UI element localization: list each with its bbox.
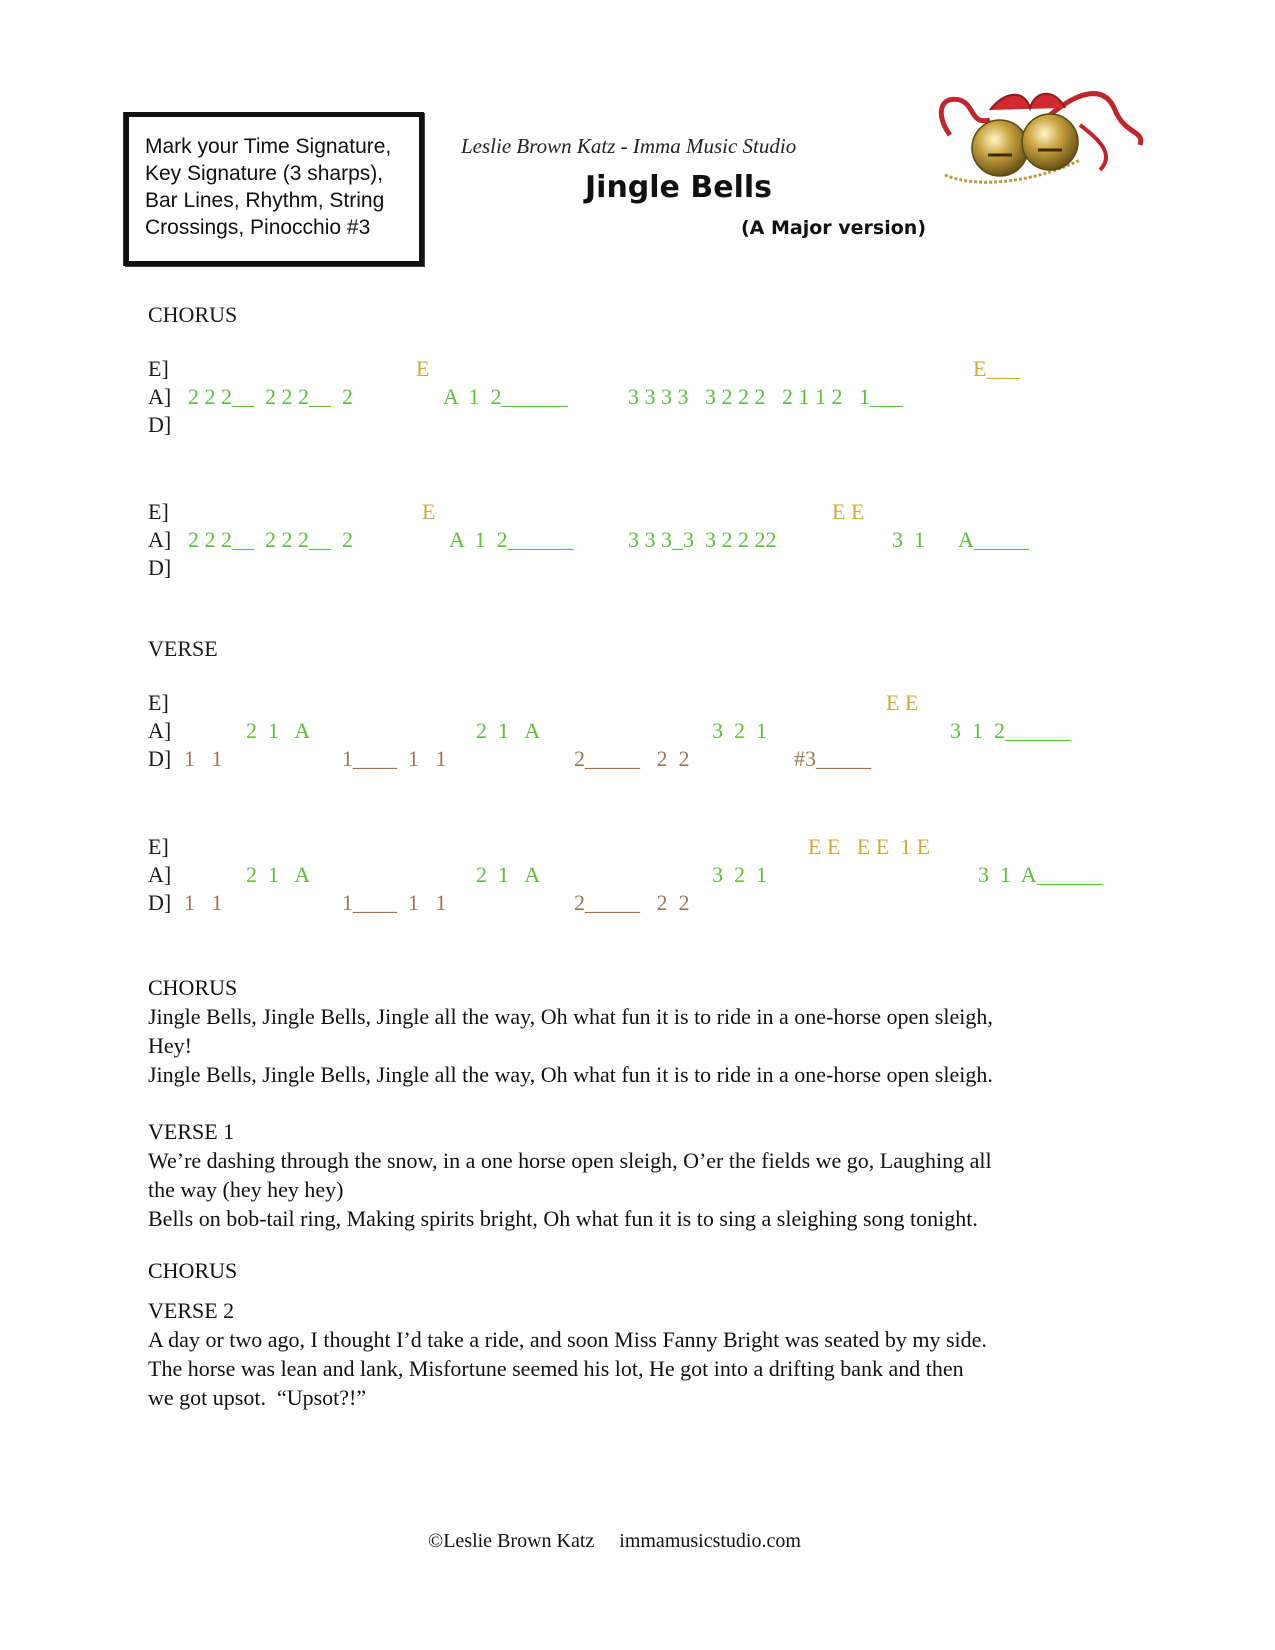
a-string-notes: 2 2 2__ 2 2 2__ 2 [188,527,353,552]
lyrics-verse2-label: VERSE 2 [148,1298,235,1323]
d-string-notes: #3_____ [794,746,871,771]
string-label-a: A] [148,527,172,552]
a-string-notes: A 1 2______ [443,384,568,409]
instruction-line: Bar Lines, Rhythm, String [145,189,385,212]
page-subtitle: (A Major version) [741,217,927,239]
string-label-d: D] [148,890,172,915]
a-string-notes: 3 2 1 [712,718,767,743]
instruction-line: Key Signature (3 sharps), [145,162,384,185]
lyric-line: A day or two ago, I thought I’d take a ride, and soon Miss Fanny Bright was seated by my side. [148,1327,987,1352]
string-label-a: A] [148,718,172,743]
lyrics-chorus-repeat-label: CHORUS [148,1258,238,1283]
a-string-notes: A_____ [958,527,1029,552]
lyric-line: the way (hey hey hey) [148,1177,344,1202]
lyrics-verse1-label: VERSE 1 [148,1119,235,1144]
e-string-notes: E E [886,690,919,715]
instruction-line: Crossings, Pinocchio #3 [145,216,371,239]
tab-verse-label: VERSE [148,636,218,661]
e-string-notes: E E [832,499,865,524]
a-string-notes: 3 1 2______ [950,718,1071,743]
lyric-line: We’re dashing through the snow, in a one horse open sleigh, O’er the fields we go, Laughing all [148,1148,992,1173]
jingle-bells-image [930,80,1150,200]
a-string-notes: 3 1 [892,527,925,552]
string-label-e: E] [148,356,169,381]
a-string-notes: 3 2 1 [712,862,767,887]
string-label-a: A] [148,384,172,409]
a-string-notes: 2 2 2__ 2 2 2__ 2 [188,384,353,409]
string-label-e: E] [148,690,169,715]
lyric-line: we got upsot. “Upsot?!” [148,1385,367,1410]
d-string-notes: 2_____ 2 2 [574,890,690,915]
lyric-line: Jingle Bells, Jingle Bells, Jingle all the way, Oh what fun it is to ride in a one-horse open sleigh. [148,1062,993,1087]
footer-website: immamusicstudio.com [619,1530,801,1552]
page-title: Jingle Bells [585,170,772,205]
a-string-notes: 3 3 3 3 3 2 2 2 2 1 1 2 1___ [628,384,903,409]
a-string-notes: 2 1 A [246,862,311,887]
d-string-notes: 1____ 1 1 [342,890,447,915]
string-label-d: D] [148,746,172,771]
a-string-notes: 2 1 A [476,718,541,743]
instruction-line: Mark your Time Signature, [145,135,392,158]
e-string-notes: E___ [973,356,1020,381]
tab-chorus-label: CHORUS [148,302,238,327]
d-string-notes: 2_____ 2 2 [574,746,690,771]
footer [428,1530,801,1553]
lyric-line: The horse was lean and lank, Misfortune seemed his lot, He got into a drifting bank and then [148,1356,964,1381]
d-string-notes: 1 1 [184,890,223,915]
a-string-notes: 3 3 3_3 3 2 2 22 [628,527,777,552]
lyric-line: Bells on bob-tail ring, Making spirits bright, Oh what fun it is to sing a sleighing song tonight. [148,1206,978,1231]
string-label-e: E] [148,499,169,524]
lyric-line: Jingle Bells, Jingle Bells, Jingle all the way, Oh what fun it is to ride in a one-horse open sleigh, [148,1004,993,1029]
d-string-notes: 1 1 [184,746,223,771]
string-label-e: E] [148,834,169,859]
a-string-notes: 2 1 A [246,718,311,743]
e-string-notes: E [416,356,430,381]
footer-copyright: ©Leslie Brown Katz [428,1530,595,1552]
e-string-notes: E [422,499,436,524]
a-string-notes: 3 1 A______ [978,862,1103,887]
lyrics-chorus-label: CHORUS [148,975,238,1000]
d-string-notes: 1____ 1 1 [342,746,447,771]
a-string-notes: 2 1 A [476,862,541,887]
lyric-line: Hey! [148,1033,192,1058]
author-line: Leslie Brown Katz - Imma Music Studio [461,134,797,158]
a-string-notes: A 1 2______ [449,527,574,552]
string-label-a: A] [148,862,172,887]
e-string-notes: E E E E 1 E [808,834,931,859]
string-label-d: D] [148,555,172,580]
instruction-box [124,112,424,266]
string-label-d: D] [148,412,172,437]
